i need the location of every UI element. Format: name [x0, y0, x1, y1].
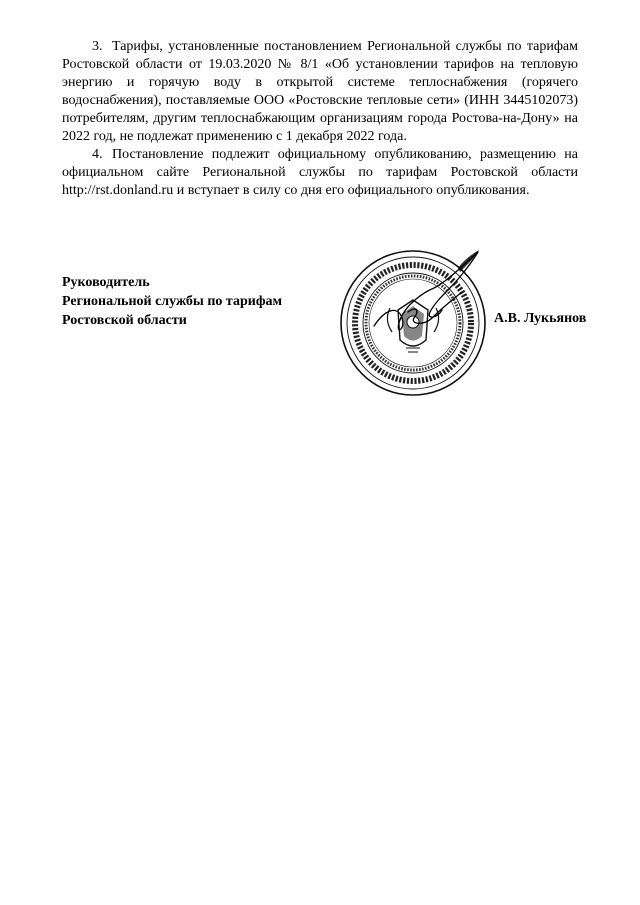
paragraph-3 [62, 38, 578, 146]
signatory-title [62, 273, 282, 330]
signatory-name: А.В. Лукьянов [494, 311, 587, 326]
paragraph-4-text: Постановление подлежит официальному опубликованию, размещению на официальном сайте Региональной службы по тарифам Ростовской области http://rst.donland.ru и вступает в силу со дня его официального опубликования. [62, 147, 578, 198]
official-seal-stamp [338, 248, 488, 398]
paragraph-4-number: 4. [92, 147, 103, 162]
signatory-title-line-3: Ростовской области [62, 313, 187, 328]
signatory-title-line-2: Региональной службы по тарифам [62, 294, 283, 309]
paragraph-3-text: Тарифы, установленные постановлением Региональной службы по тарифам Ростовской области от 19.03.2020 № 8/1 «Об установлении тарифов на тепловую энергию и горячую воду в открытой системе теплоснабжения (горячего водоснабжения), поставляемые ООО «Ростовские тепловые сети» (ИНН 3445102073) потребителям, другим теплоснабжающим организациям города Ростова-на-Дону» на 2022 год, не подлежат применению с 1 декабря 2022 года. [62, 39, 578, 144]
signatory-title-line-1: Руководитель [62, 275, 150, 290]
paragraph-4 [62, 146, 578, 200]
paragraph-3-number: 3. [92, 39, 103, 54]
